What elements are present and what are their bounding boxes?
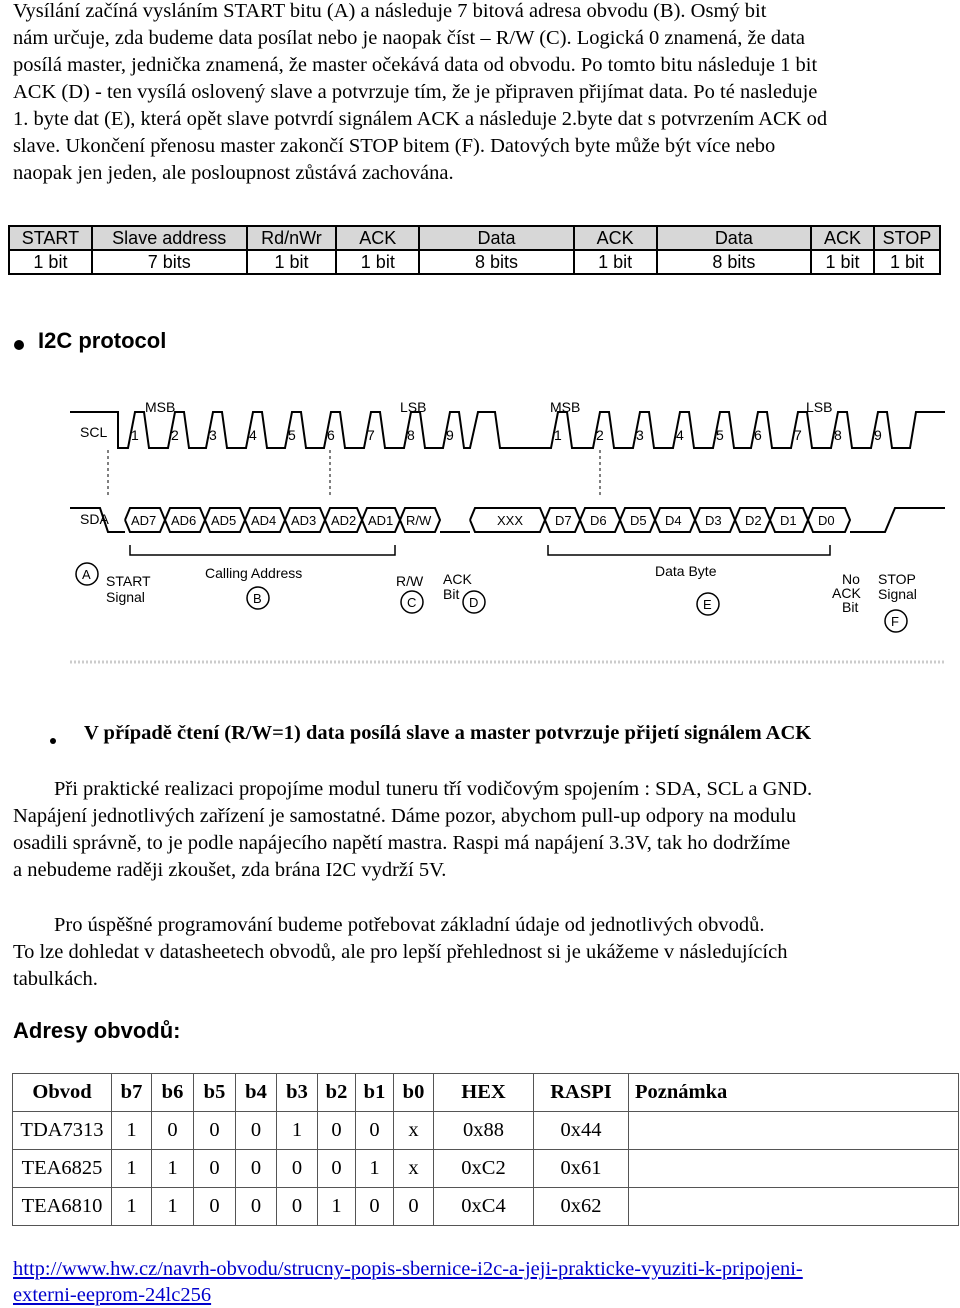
scl-label: SCL: [80, 424, 108, 440]
column-header: b7: [112, 1074, 152, 1112]
data-bit-label: D1: [780, 513, 797, 528]
marker-label: D: [469, 595, 479, 610]
i2c-title: I2C protocol: [38, 328, 167, 353]
programming-line: tabulkách.: [13, 968, 98, 990]
practice-line: Napájení jednotlivých zařízení je samostatné. Dáme pozor, abychom pull-up odpory na modulu: [13, 805, 797, 827]
table-cell: 0: [356, 1112, 394, 1150]
table-cell: 1: [112, 1188, 152, 1226]
table-cell: x: [394, 1112, 434, 1150]
table-cell: 0: [236, 1150, 277, 1188]
column-header: Obvod: [13, 1074, 112, 1112]
programming-line: Pro úspěšné programování budeme potřebovat základní údaje od jednotlivých obvodů.: [13, 914, 765, 936]
i2c-frame-table: [8, 225, 941, 275]
table-cell: 0x61: [534, 1150, 629, 1188]
frame-size: 1 bit: [574, 250, 657, 274]
msb-label: MSB: [145, 399, 176, 415]
start-signal-label: START: [106, 573, 151, 589]
i2c-timing-diagram: [0, 380, 960, 680]
clock-number-label: 3: [636, 427, 644, 443]
clock-number-label: 7: [794, 427, 802, 443]
clock-number-label: 2: [171, 427, 179, 443]
table-row: [13, 1188, 959, 1226]
sda-label: SDA: [80, 511, 109, 527]
frame-field: START: [9, 226, 92, 250]
address-bit-label: R/W: [406, 513, 432, 528]
marker-label: B: [253, 591, 262, 606]
frame-field: ACK: [811, 226, 874, 250]
programming-line: To lze dohledat v datasheetech obvodů, ale pro lepší přehlednost si je ukážeme v následujících: [13, 941, 788, 963]
clock-number-label: 6: [754, 427, 762, 443]
scl-waveform: [70, 412, 945, 448]
stop-signal-label: STOP: [878, 571, 916, 587]
lsb-label: LSB: [806, 399, 833, 415]
clock-number-label: 5: [288, 427, 296, 443]
column-header: b4: [236, 1074, 277, 1112]
table-cell: 0: [318, 1112, 356, 1150]
address-bit-label: AD3: [291, 513, 317, 528]
marker-label: F: [891, 614, 899, 629]
no-ack-label: ACK: [832, 585, 861, 601]
clock-number-label: 5: [716, 427, 724, 443]
calling-address-label: Calling Address: [205, 565, 303, 581]
marker-label: E: [703, 597, 712, 612]
table-cell: TEA6825: [13, 1150, 112, 1188]
intro-paragraph: [13, 0, 948, 187]
intro-line: posílá master, jednička znamená, že master očekává data od obvodu. Po tomto bitu následuje 1 bit: [13, 54, 818, 76]
source-link[interactable]: [13, 1256, 803, 1308]
column-header: b2: [318, 1074, 356, 1112]
data-bit-label: D7: [555, 513, 572, 528]
table-cell: 0x88: [434, 1112, 534, 1150]
address-bit-label: AD6: [171, 513, 197, 528]
frame-size-row: [9, 250, 940, 274]
no-ack-label: No: [842, 571, 860, 587]
table-cell: 0: [277, 1188, 318, 1226]
frame-field: ACK: [574, 226, 657, 250]
table-cell: 0x62: [534, 1188, 629, 1226]
table-cell: 1: [112, 1150, 152, 1188]
frame-size: 1 bit: [336, 250, 419, 274]
table-cell: x: [394, 1150, 434, 1188]
table-row: [13, 1150, 959, 1188]
table-cell: 0xC2: [434, 1150, 534, 1188]
clock-number-label: 9: [446, 427, 454, 443]
frame-size: 7 bits: [92, 250, 247, 274]
clock-number-label: 3: [209, 427, 217, 443]
intro-line: ACK (D) - ten vysílá oslovený slave a potvrzuje tím, že je připraven přijímat data. Po té nasleduje: [13, 81, 818, 103]
table-cell: TEA6810: [13, 1188, 112, 1226]
frame-field: Data: [657, 226, 812, 250]
clock-number-label: 9: [874, 427, 882, 443]
table-cell: 1: [152, 1150, 194, 1188]
bullet-icon: [50, 738, 56, 744]
table-cell: [629, 1150, 959, 1188]
frame-field: STOP: [874, 226, 940, 250]
practice-line: osadili správně, to je podle napájecího napětí mastra. Raspi má napájení 3.3V, tak ho dodržíme: [13, 832, 791, 854]
frame-field: ACK: [336, 226, 419, 250]
practice-line: a nebudeme raději zkoušet, zda brána I2C vydrží 5V.: [13, 859, 447, 881]
table-cell: [629, 1188, 959, 1226]
table-cell: 0: [318, 1150, 356, 1188]
section-heading: Adresy obvodů:: [13, 1018, 181, 1043]
table-cell: 0: [236, 1112, 277, 1150]
frame-field: Data: [419, 226, 574, 250]
column-header: b3: [277, 1074, 318, 1112]
column-header: Poznámka: [629, 1074, 959, 1112]
table-cell: 0: [236, 1188, 277, 1226]
frame-field: Rd/nWr: [247, 226, 337, 250]
table-cell: 0: [277, 1150, 318, 1188]
clock-number-label: 2: [596, 427, 604, 443]
table-cell: 1: [112, 1112, 152, 1150]
table-cell: 0: [356, 1188, 394, 1226]
table-cell: 0: [194, 1150, 236, 1188]
stop-signal-label: Signal: [878, 586, 917, 602]
intro-line: naopak jen jeden, ale posloupnost zůstává zachována.: [13, 162, 454, 184]
column-header: b6: [152, 1074, 194, 1112]
table-cell: 0xC4: [434, 1188, 534, 1226]
data-bit-label: D2: [745, 513, 762, 528]
intro-line: nám určuje, zda budeme data posílat nebo je naopak číst – R/W (C). Logická 0 znamená, že data: [13, 27, 805, 49]
frame-field: Slave address: [92, 226, 247, 250]
xxx-label: XXX: [497, 513, 524, 528]
start-signal-label: Signal: [106, 589, 145, 605]
clock-number-label: 4: [676, 427, 684, 443]
table-cell: 0: [152, 1112, 194, 1150]
table-cell: 0x44: [534, 1112, 629, 1150]
source-link-line[interactable]: externi-eeprom-24lc256: [13, 1284, 212, 1306]
data-bit-label: D4: [665, 513, 682, 528]
address-bit-label: AD5: [211, 513, 237, 528]
clock-number-label: 1: [131, 427, 139, 443]
frame-size: 1 bit: [811, 250, 874, 274]
address-table: [12, 1073, 959, 1226]
table-cell: 0: [194, 1188, 236, 1226]
clock-number-label: 8: [407, 427, 415, 443]
column-header: RASPI: [534, 1074, 629, 1112]
clock-number-label: 1: [554, 427, 562, 443]
msb-label: MSB: [550, 399, 581, 415]
clock-number-label: 8: [834, 427, 842, 443]
frame-size: 8 bits: [419, 250, 574, 274]
frame-size: 1 bit: [874, 250, 940, 274]
frame-size: 8 bits: [657, 250, 812, 274]
clock-number-label: 7: [367, 427, 375, 443]
frame-size: 1 bit: [9, 250, 92, 274]
clock-number-label: 6: [327, 427, 335, 443]
rw-label: R/W: [396, 573, 424, 589]
data-bit-label: D0: [818, 513, 835, 528]
intro-line: 1. byte dat (E), která opět slave potvrdí signálem ACK a následuje 2.byte dat s potvrzením ACK od: [13, 108, 828, 130]
no-ack-label: Bit: [842, 599, 859, 615]
table-cell: 1: [356, 1150, 394, 1188]
table-cell: 1: [277, 1112, 318, 1150]
frame-field-row: [9, 226, 940, 250]
data-byte-brace: [548, 545, 830, 555]
lsb-label: LSB: [400, 399, 427, 415]
column-header: HEX: [434, 1074, 534, 1112]
intro-line: Vysílání začíná vysláním START bitu (A) a následuje 7 bitová adresa obvodu (B). Osmý bit: [13, 0, 767, 22]
marker-label: C: [407, 595, 417, 610]
ack-label: Bit: [443, 586, 460, 602]
sda-waveform: [850, 508, 945, 532]
data-byte-label: Data Byte: [655, 563, 717, 579]
column-header: b1: [356, 1074, 394, 1112]
ack-label: ACK: [443, 571, 472, 587]
column-header: b0: [394, 1074, 434, 1112]
table-cell: TDA7313: [13, 1112, 112, 1150]
calling-address-brace: [130, 545, 395, 555]
table-cell: 1: [318, 1188, 356, 1226]
intro-line: slave. Ukončení přenosu master zakončí STOP bitem (F). Datových byte může být více nebo: [13, 135, 776, 157]
clock-number-label: 4: [249, 427, 257, 443]
read-note: V případě čtení (R/W=1) data posílá slave a master potvrzuje přijetí signálem ACK: [84, 722, 812, 744]
address-bit-label: AD7: [131, 513, 157, 528]
address-bit-label: AD1: [368, 513, 394, 528]
table-row: [13, 1112, 959, 1150]
table-cell: 0: [394, 1188, 434, 1226]
table-cell: [629, 1112, 959, 1150]
table-cell: 0: [194, 1112, 236, 1150]
data-bit-label: D5: [630, 513, 647, 528]
table-cell: 1: [152, 1188, 194, 1226]
column-header: b5: [194, 1074, 236, 1112]
marker-label: A: [82, 567, 91, 582]
address-bit-label: AD4: [251, 513, 277, 528]
bullet-icon: [14, 340, 24, 350]
source-link-line[interactable]: http://www.hw.cz/navrh-obvodu/strucny-popis-sbernice-i2c-a-jeji-prakticke-vyuziti-k-pripojeni-: [13, 1258, 803, 1280]
practice-paragraph: [13, 776, 948, 884]
data-bit-label: D3: [705, 513, 722, 528]
practice-line: Při praktické realizaci propojíme modul tuneru tří vodičovým spojením : SDA, SCL a GND.: [13, 778, 813, 800]
address-bit-label: AD2: [331, 513, 357, 528]
programming-paragraph: [13, 912, 948, 993]
data-bit-label: D6: [590, 513, 607, 528]
address-table-header: [13, 1074, 959, 1112]
frame-size: 1 bit: [247, 250, 337, 274]
